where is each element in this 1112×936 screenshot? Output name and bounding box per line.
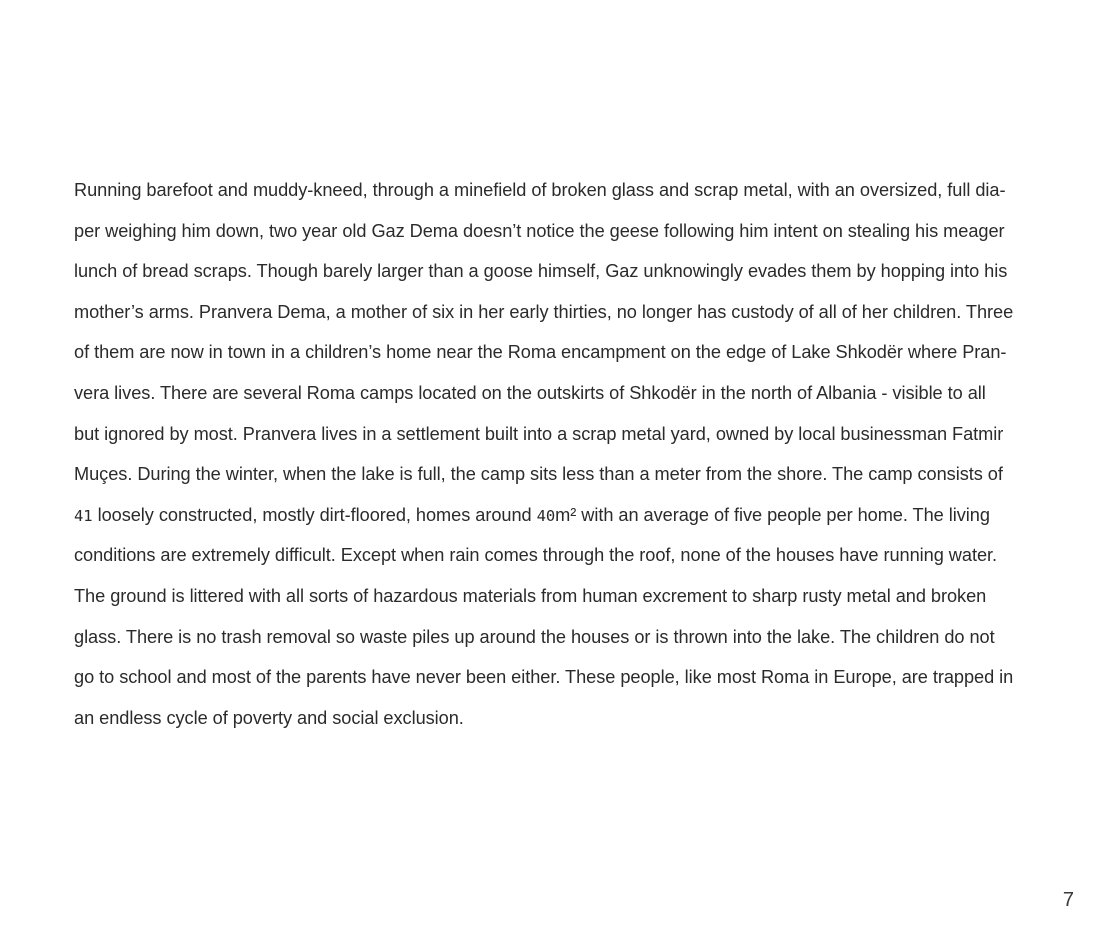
text-line [74,495,1086,536]
text-line: lunch of bread scraps. Though barely larger than a goose himself, Gaz unknowingly evades them by hopping into his [74,261,1008,282]
text-line: conditions are extremely difficult. Except when rain comes through the roof, none of the houses have running water. [74,545,998,566]
text-line: Muçes. During the winter, when the lake is full, the camp sits less than a meter from the shore. The camp consists of [74,464,1003,485]
body-paragraph [74,170,1086,738]
text-line: The ground is littered with all sorts of hazardous materials from human excrement to sharp rusty metal and broken [74,585,987,606]
text-line: glass. There is no trash removal so waste piles up around the houses or is thrown into the lake. The children do not [74,626,995,647]
text-fragment: loosely constructed, mostly dirt-floored, homes around [92,504,537,525]
text-fragment: m² with an average of five people per home. The living [555,504,990,525]
home-area: 40 [536,506,556,525]
text-line: of them are now in town in a children’s home near the Roma encampment on the edge of Lake Shkodër where Pran- [74,342,1007,363]
page-number: 7 [1062,889,1074,911]
text-line: vera lives. There are several Roma camps located on the outskirts of Shkodër in the north of Albania - visible to all [74,382,986,403]
text-line: but ignored by most. Pranvera lives in a settlement built into a scrap metal yard, owned by local businessman Fatmir [74,423,1004,444]
text-line: Running barefoot and muddy-kneed, through a minefield of broken glass and scrap metal, with an oversized, full dia- [74,180,1006,200]
text-line: per weighing him down, two year old Gaz Dema doesn’t notice the geese following him intent on stealing his meager [74,220,1005,241]
text-line: go to school and most of the parents have never been either. These people, like most Roma in Europe, are trapped in [74,667,1014,688]
text-line: an endless cycle of poverty and social exclusion. [74,707,464,728]
text-line: mother’s arms. Pranvera Dema, a mother of six in her early thirties, no longer has custody of all of her children. Three [74,301,1014,322]
homes-count: 41 [74,506,93,525]
